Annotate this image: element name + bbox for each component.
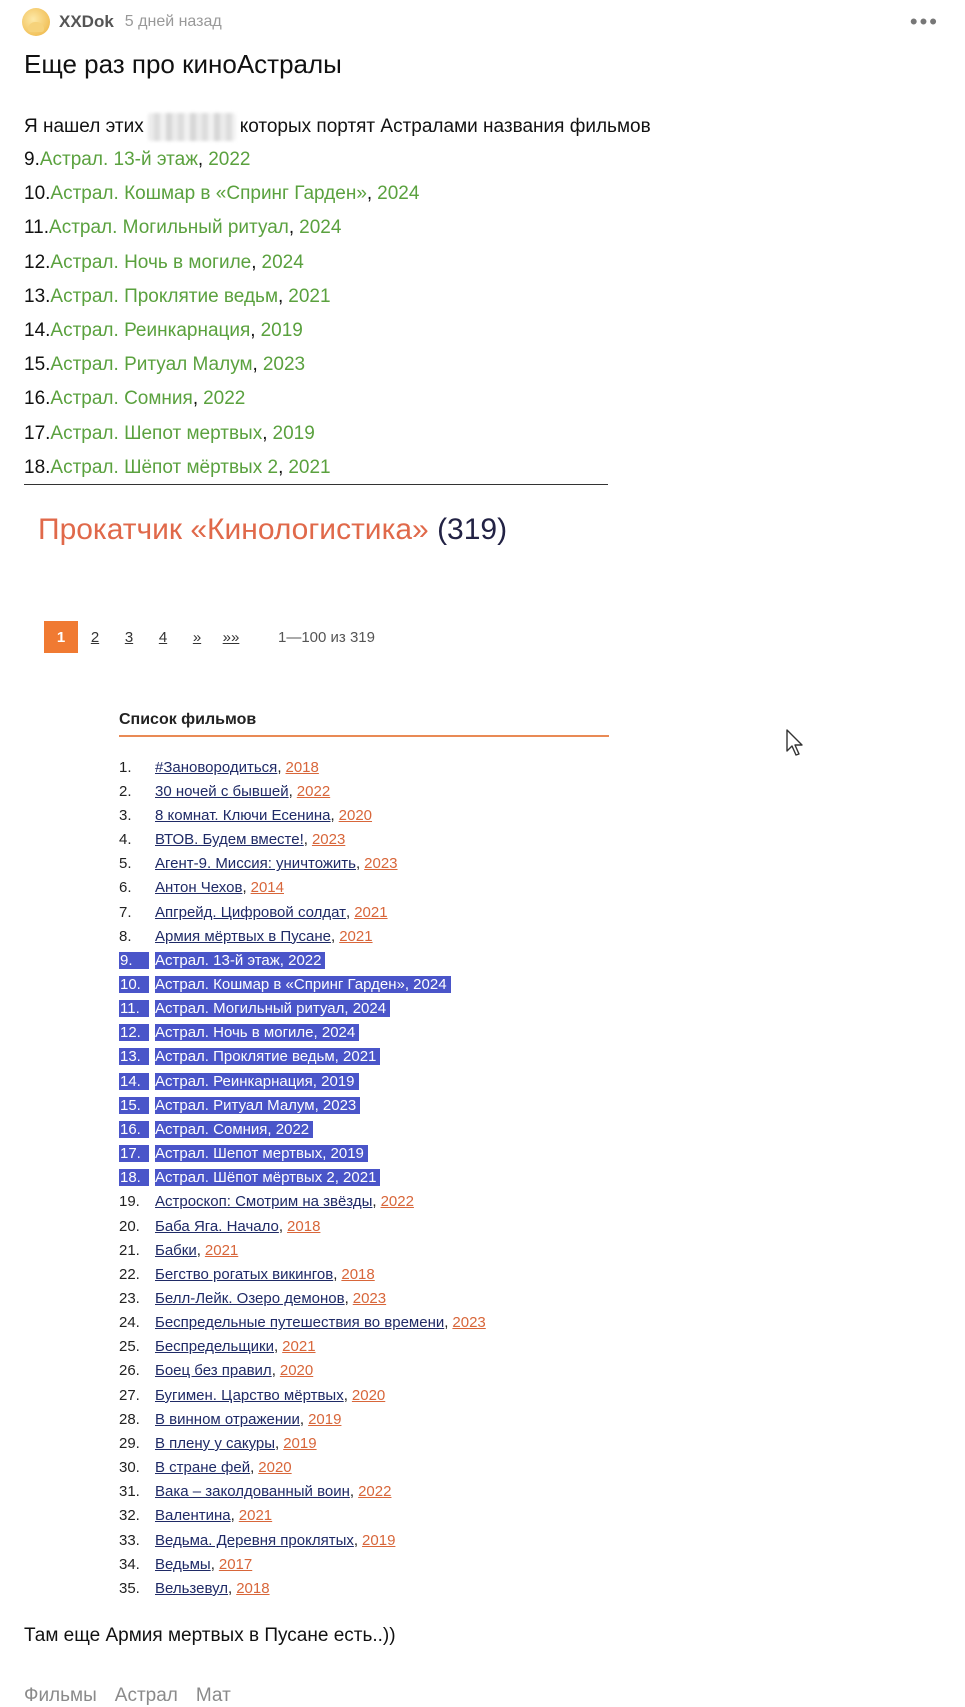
row-separator: , xyxy=(349,1483,355,1501)
row-separator: , xyxy=(210,1555,215,1573)
table-row xyxy=(119,755,539,779)
table-row xyxy=(119,924,539,948)
item-separator: , xyxy=(288,217,295,239)
row-number: 8. xyxy=(119,927,132,945)
film-link[interactable]: Астрал. 13-й этаж xyxy=(39,149,198,171)
row-separator: , xyxy=(346,903,351,921)
film-link[interactable]: Астрал. Могильный ритуал xyxy=(49,217,289,239)
row-number: 24. xyxy=(119,1314,140,1332)
film-year[interactable]: 2018 xyxy=(285,758,319,776)
film-year[interactable]: 2021 xyxy=(354,903,388,921)
pagination xyxy=(44,621,375,653)
table-row xyxy=(119,1142,539,1166)
film-year[interactable]: 2019 xyxy=(308,1410,342,1428)
table-row xyxy=(119,1214,539,1238)
table-row xyxy=(119,852,539,876)
item-separator: , xyxy=(366,183,373,205)
row-number: 11. xyxy=(119,1000,149,1017)
table-row xyxy=(119,900,539,924)
row-separator: , xyxy=(275,1434,280,1452)
row-separator: , xyxy=(288,782,293,800)
row-separator: , xyxy=(242,879,247,897)
film-title[interactable]: Армия мёртвых в Пусане xyxy=(155,927,332,945)
film-year[interactable]: 2023 xyxy=(352,1290,387,1308)
film-title[interactable]: Астрал. 13-й этаж, 2022 xyxy=(155,952,325,969)
censored-word xyxy=(148,113,236,141)
page-button-4[interactable]: 4 xyxy=(158,628,168,646)
table-row xyxy=(119,948,539,972)
film-year[interactable]: 2020 xyxy=(338,806,373,824)
film-link[interactable]: Астрал. Сомния xyxy=(50,388,193,410)
table-row xyxy=(119,803,539,827)
film-year[interactable]: 2022 xyxy=(380,1193,414,1211)
row-number: 17. xyxy=(119,1145,149,1162)
row-number: 9. xyxy=(119,952,149,969)
page-button-3[interactable]: 3 xyxy=(124,628,134,646)
list-item xyxy=(24,280,604,314)
film-list-heading: Список фильмов xyxy=(119,711,609,737)
row-number: 31. xyxy=(119,1483,140,1501)
row-number: 32. xyxy=(119,1507,140,1525)
row-separator: , xyxy=(344,1290,349,1308)
film-year[interactable]: 2020 xyxy=(279,1362,314,1380)
row-separator: , xyxy=(333,1265,338,1283)
row-separator: , xyxy=(372,1193,377,1211)
table-row xyxy=(119,1504,539,1528)
film-year[interactable]: 2022 xyxy=(358,1483,392,1501)
item-number: 16. xyxy=(24,388,51,410)
film-title[interactable]: Беспредельщики xyxy=(155,1338,274,1356)
year-link[interactable]: 2024 xyxy=(261,251,304,273)
film-year[interactable]: 2021 xyxy=(282,1338,316,1356)
film-year[interactable]: 2019 xyxy=(362,1531,396,1549)
post-comment: Там еще Армия мертвых в Пусане есть..)) xyxy=(24,1625,396,1646)
row-number: 15. xyxy=(119,1097,149,1114)
film-year[interactable]: 2019 xyxy=(283,1434,317,1452)
row-separator: , xyxy=(228,1579,233,1597)
row-number: 13. xyxy=(119,1048,149,1065)
table-row xyxy=(119,1576,539,1600)
page-button-2[interactable]: 2 xyxy=(90,628,100,646)
film-title[interactable]: В плену у сакуры xyxy=(155,1434,276,1452)
pagination-range: 1—100 из 319 xyxy=(278,628,375,646)
post-intro xyxy=(24,113,651,141)
row-number: 1. xyxy=(119,758,132,776)
year-link[interactable]: 2022 xyxy=(208,149,251,171)
year-link[interactable]: 2024 xyxy=(377,183,420,205)
row-number: 7. xyxy=(119,903,132,921)
film-title[interactable]: В стране фей xyxy=(155,1459,251,1477)
year-link[interactable]: 2022 xyxy=(203,388,246,410)
film-year[interactable]: 2018 xyxy=(236,1579,270,1597)
table-row xyxy=(119,1359,539,1383)
list-item xyxy=(24,246,604,280)
table-row xyxy=(119,1093,539,1117)
film-year[interactable]: 2023 xyxy=(311,831,346,849)
row-number: 18. xyxy=(119,1169,149,1186)
row-separator: , xyxy=(274,1338,279,1356)
table-row xyxy=(119,1045,539,1069)
list-item xyxy=(24,382,604,416)
row-number: 4. xyxy=(119,831,132,849)
film-year[interactable]: 2014 xyxy=(250,879,284,897)
row-separator: , xyxy=(330,806,335,824)
film-title[interactable]: Вака – заколдованный воин xyxy=(155,1483,350,1501)
film-title[interactable]: Астрал. Кошмар в «Спринг Гарден», 2024 xyxy=(155,976,451,993)
item-number: 9. xyxy=(24,149,40,171)
film-title[interactable]: Антон Чехов xyxy=(155,879,243,897)
film-title[interactable]: Вельзевул xyxy=(155,1579,229,1597)
table-row xyxy=(119,1311,539,1335)
item-number: 10. xyxy=(24,183,51,205)
film-title[interactable]: Астрал. Проклятие ведьм, 2021 xyxy=(155,1048,380,1065)
row-separator: , xyxy=(299,1410,305,1428)
row-separator: , xyxy=(343,1386,348,1404)
film-title[interactable]: Астрал. Могильный ритуал, 2024 xyxy=(155,1000,390,1017)
film-title[interactable]: Ведьма. Деревня проклятых xyxy=(155,1531,354,1549)
row-number: 27. xyxy=(119,1386,140,1404)
table-row xyxy=(119,1383,539,1407)
year-link[interactable]: 2021 xyxy=(288,456,331,478)
film-year[interactable]: 2023 xyxy=(452,1314,486,1332)
list-item xyxy=(24,348,604,382)
film-title[interactable]: Баба Яга. Начало xyxy=(155,1217,279,1235)
row-number: 22. xyxy=(119,1265,140,1283)
list-item xyxy=(24,417,604,451)
film-title[interactable]: Астроскоп: Смотрим на звёзды xyxy=(155,1193,373,1211)
film-title[interactable]: Астрал. Реинкарнация, 2019 xyxy=(155,1073,359,1090)
row-separator: , xyxy=(444,1314,449,1332)
table-row xyxy=(119,1262,539,1286)
tag-link[interactable]: Мат xyxy=(195,1685,231,1706)
row-number: 23. xyxy=(119,1290,140,1308)
row-number: 3. xyxy=(119,806,132,824)
row-number: 33. xyxy=(119,1531,140,1549)
intro-text-after: которых портят Астралами названия фильмов xyxy=(239,116,651,137)
item-number: 13. xyxy=(24,285,51,307)
row-number: 16. xyxy=(119,1121,149,1138)
film-year[interactable]: 2017 xyxy=(218,1555,253,1573)
item-separator: , xyxy=(251,251,257,273)
post-title[interactable]: Еще раз про киноАстралы xyxy=(24,49,342,79)
row-number: 30. xyxy=(119,1459,140,1477)
film-link[interactable]: Астрал. Шёпот мёртвых 2 xyxy=(50,456,279,478)
row-number: 10. xyxy=(119,976,149,993)
row-separator: , xyxy=(196,1241,201,1259)
page-button-5[interactable]: » xyxy=(192,628,202,646)
film-year[interactable]: 2021 xyxy=(238,1507,273,1525)
row-separator: , xyxy=(353,1531,359,1549)
item-number: 14. xyxy=(24,320,51,342)
table-row xyxy=(119,1456,539,1480)
table-row xyxy=(119,1021,539,1045)
item-number: 11. xyxy=(24,217,50,239)
film-year[interactable]: 2023 xyxy=(364,855,398,873)
intro-text-before: Я нашел этих xyxy=(24,116,144,137)
item-separator: , xyxy=(192,388,199,410)
row-number: 2. xyxy=(119,782,132,800)
item-number: 17. xyxy=(24,422,51,444)
row-number: 29. xyxy=(119,1434,140,1452)
row-separator: , xyxy=(271,1362,276,1380)
film-title[interactable]: Бегство рогатых викингов xyxy=(155,1265,334,1283)
page-button-1[interactable]: 1 xyxy=(44,621,78,653)
item-separator: , xyxy=(278,285,284,307)
film-title[interactable]: Бугимен. Царство мёртвых xyxy=(155,1386,344,1404)
tag-link[interactable]: Фильмы xyxy=(24,1685,97,1706)
table-row xyxy=(119,1528,539,1552)
row-number: 21. xyxy=(119,1241,140,1259)
row-separator: , xyxy=(278,1217,284,1235)
film-title[interactable]: Астрал. Ритуал Малум, 2023 xyxy=(155,1097,360,1114)
post-tags xyxy=(24,1685,231,1707)
item-number: 12. xyxy=(24,251,51,273)
table-row xyxy=(119,779,539,803)
distributor-film-list xyxy=(119,755,539,1600)
row-separator: , xyxy=(277,758,282,776)
row-separator: , xyxy=(303,831,308,849)
table-row xyxy=(119,1166,539,1190)
film-title[interactable]: Беспредельные путешествия во времени xyxy=(155,1314,445,1332)
table-row xyxy=(119,972,539,996)
film-link[interactable]: Астрал. Кошмар в «Спринг Гарден» xyxy=(50,183,367,205)
tag-link[interactable]: Астрал xyxy=(114,1685,178,1706)
row-separator: , xyxy=(250,1459,255,1477)
row-number: 19. xyxy=(119,1193,140,1211)
film-year[interactable]: 2020 xyxy=(351,1386,386,1404)
film-title[interactable]: Астрал. Шепот мертвых, 2019 xyxy=(155,1145,368,1162)
item-separator: , xyxy=(250,320,256,342)
table-row xyxy=(119,1407,539,1431)
list-item xyxy=(24,177,604,211)
film-title[interactable]: Астрал. Шёпот мёртвых 2, 2021 xyxy=(155,1169,380,1186)
film-year[interactable]: 2021 xyxy=(339,927,373,945)
list-item xyxy=(24,314,604,348)
film-year[interactable]: 2018 xyxy=(287,1217,321,1235)
year-link[interactable]: 2024 xyxy=(299,217,342,239)
distributor-count: (319) xyxy=(437,513,508,546)
film-year[interactable]: 2020 xyxy=(258,1459,292,1477)
row-number: 35. xyxy=(119,1579,140,1597)
table-row xyxy=(119,1552,539,1576)
table-row xyxy=(119,1238,539,1262)
row-number: 14. xyxy=(119,1073,149,1090)
film-title[interactable]: Валентина xyxy=(155,1507,231,1525)
film-year[interactable]: 2021 xyxy=(204,1241,239,1259)
row-separator: , xyxy=(331,927,336,945)
film-year[interactable]: 2022 xyxy=(296,782,331,800)
table-row xyxy=(119,876,539,900)
film-title[interactable]: Астрал. Ночь в могиле, 2024 xyxy=(155,1024,359,1041)
list-item xyxy=(24,451,604,485)
table-row xyxy=(119,1431,539,1455)
table-row xyxy=(119,997,539,1021)
row-number: 25. xyxy=(119,1338,140,1356)
post-header xyxy=(22,8,945,36)
year-link[interactable]: 2019 xyxy=(272,422,315,444)
film-title[interactable]: Бабки xyxy=(155,1241,197,1259)
post-film-list xyxy=(24,143,604,485)
film-title[interactable]: Белл-Лейк. Озеро демонов xyxy=(155,1290,345,1308)
table-row xyxy=(119,1190,539,1214)
distributor-name: Прокатчик «Кинологистика» xyxy=(38,513,429,546)
film-link[interactable]: Астрал. Ночь в могиле xyxy=(50,251,252,273)
film-link[interactable]: Астрал. Реинкарнация xyxy=(50,320,251,342)
year-link[interactable]: 2021 xyxy=(288,285,331,307)
film-title[interactable]: В винном отражении xyxy=(155,1410,300,1428)
row-number: 12. xyxy=(119,1024,149,1041)
table-row xyxy=(119,1069,539,1093)
post-time: 5 дней назад xyxy=(124,13,222,30)
more-options-icon[interactable]: ••• xyxy=(909,9,939,34)
row-number: 5. xyxy=(119,855,132,873)
film-title[interactable]: ВТОВ. Будем вместе! xyxy=(155,831,304,849)
mouse-cursor-icon xyxy=(786,729,808,757)
table-row xyxy=(119,1480,539,1504)
row-number: 20. xyxy=(119,1217,140,1235)
item-number: 15. xyxy=(24,354,51,376)
year-link[interactable]: 2023 xyxy=(262,354,306,376)
item-number: 18. xyxy=(24,456,51,478)
film-year[interactable]: 2018 xyxy=(341,1265,375,1283)
film-link[interactable]: Астрал. Проклятие ведьм xyxy=(50,285,279,307)
film-title[interactable]: 8 комнат. Ключи Есенина xyxy=(155,806,331,824)
page-button-6[interactable]: »» xyxy=(222,628,240,646)
table-row xyxy=(119,1117,539,1141)
row-separator: , xyxy=(355,855,361,873)
table-row xyxy=(119,1335,539,1359)
item-separator: , xyxy=(197,149,204,171)
table-row xyxy=(119,1286,539,1310)
film-title[interactable]: 30 ночей с бывшей xyxy=(155,782,289,800)
distributor-title xyxy=(38,513,507,547)
row-number: 34. xyxy=(119,1555,140,1573)
row-number: 28. xyxy=(119,1410,140,1428)
film-link[interactable]: Астрал. Шепот мертвых xyxy=(50,422,263,444)
list-item xyxy=(24,143,604,177)
film-title[interactable]: #Зановородиться xyxy=(155,758,278,776)
avatar[interactable] xyxy=(22,8,50,36)
row-number: 26. xyxy=(119,1362,140,1380)
row-separator: , xyxy=(230,1507,235,1525)
table-row xyxy=(119,827,539,851)
username[interactable]: XXDok xyxy=(59,12,114,31)
year-link[interactable]: 2019 xyxy=(260,320,303,342)
film-title[interactable]: Агент-9. Миссия: уничтожить xyxy=(155,855,356,873)
film-title[interactable]: Астрал. Сомния, 2022 xyxy=(155,1121,313,1138)
film-title[interactable]: Боец без правил xyxy=(155,1362,272,1380)
list-item xyxy=(24,211,604,245)
embedded-screenshot xyxy=(24,484,608,1597)
film-title[interactable]: Ведьмы xyxy=(155,1555,211,1573)
item-separator: , xyxy=(252,354,258,376)
row-number: 6. xyxy=(119,879,132,897)
film-title[interactable]: Апгрейд. Цифровой солдат xyxy=(155,903,347,921)
film-link[interactable]: Астрал. Ритуал Малум xyxy=(50,354,253,376)
item-separator: , xyxy=(262,422,268,444)
item-separator: , xyxy=(278,456,284,478)
